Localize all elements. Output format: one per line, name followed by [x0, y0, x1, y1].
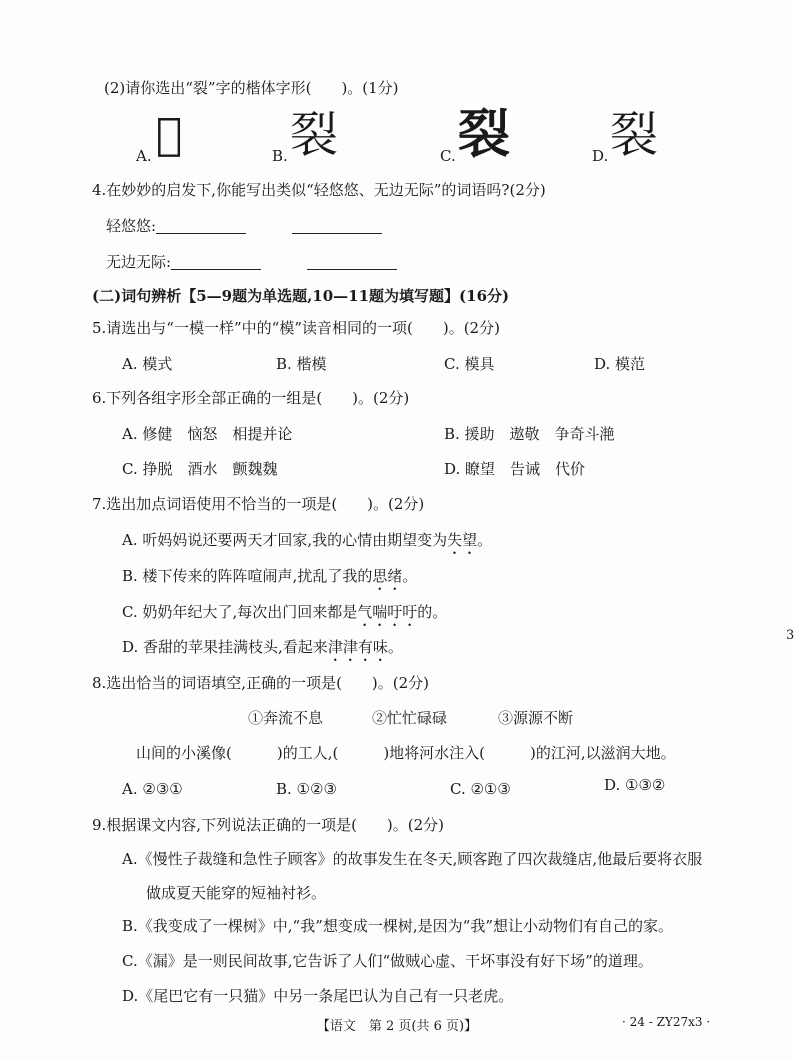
q8-option-c: C. ②①③	[450, 780, 511, 798]
q7-c-dotted: 气喘吁吁	[357, 603, 418, 621]
q3-2-option-a-glyph: 𥝙	[156, 109, 183, 160]
q9-option-a-line2: 做成夏天能穿的短袖衬衫。	[146, 884, 327, 902]
q7-option-b	[122, 566, 417, 594]
q3-2-stem: (2)请你选出“裂”字的楷体字形( )。(1分)	[104, 79, 399, 97]
q3-2-option-b-label: B.	[272, 147, 288, 165]
q9-option-b: B.《我变成了一棵树》中,“我”想变成一棵树,是因为“我”想让小动物们有自己的家。	[122, 917, 674, 935]
paper-code: · 24 - ZY27x3 ·	[622, 1015, 711, 1029]
q3-2-option-c-glyph: 裂	[458, 105, 511, 165]
q6-option-d: D. 瞭望 告诫 代价	[444, 460, 586, 478]
q9-option-c: C.《漏》是一则民间故事,它告诉了人们“做贼心虚、干坏事没有好下场”的道理。	[122, 952, 653, 970]
q7-a-dotted: 失望	[447, 531, 478, 549]
q6-stem: 6.下列各组字形全部正确的一组是( )。(2分)	[92, 389, 410, 407]
q7-a-text: A. 听妈妈说还要两天才回家,我的心情由期望变为	[122, 531, 448, 549]
q8-option-a: A. ②③①	[122, 780, 183, 798]
section-2-title: (二)词句辨析【5—9题为单选题,10—11题为填写题】(16分)	[92, 287, 510, 305]
q4-blank-2[interactable]	[292, 217, 382, 234]
q4-blank-3[interactable]	[171, 253, 261, 270]
q7-b-end: 。	[402, 567, 418, 585]
q3-2-option-b-glyph: 裂	[290, 107, 339, 163]
q8-option-d: D. ①③②	[604, 776, 666, 794]
q4-row1-label: 轻悠悠:	[106, 217, 157, 235]
q8-sentence: 山间的小溪像( )的工人,( )地将河水注入( )的江河,以滋润大地。	[136, 744, 676, 762]
q7-b-text: B. 楼下传来的阵阵喧闹声,扰乱了我的	[122, 567, 373, 585]
edge-page-mark: 3	[786, 628, 794, 643]
q4-blank-1[interactable]	[156, 217, 246, 234]
q7-option-d	[122, 637, 403, 665]
q7-c-end: 的。	[417, 603, 448, 621]
q5-option-d: D. 模范	[594, 355, 646, 373]
q8-word-2: ②忙忙碌碌	[372, 709, 448, 727]
q7-a-end: 。	[477, 531, 493, 549]
q5-stem: 5.请选出与“一模一样”中的“模”读音相同的一项( )。(2分)	[92, 319, 500, 337]
q4-row2-label: 无边无际:	[106, 253, 172, 271]
q4-blank-4[interactable]	[307, 253, 397, 270]
q6-option-b: B. 援助 遨敬 争奇斗滟	[444, 425, 615, 443]
q9-option-a-line1: A.《慢性子裁缝和急性子顾客》的故事发生在冬天,顾客跑了四次裁缝店,他最后要将衣服	[122, 850, 703, 868]
q7-d-dotted: 津津有味	[327, 638, 388, 656]
q5-option-a: A. 模式	[122, 355, 173, 373]
q8-word-1: ①奔流不息	[248, 709, 324, 727]
q9-stem: 9.根据课文内容,下列说法正确的一项是( )。(2分)	[92, 816, 445, 834]
q8-stem: 8.选出恰当的词语填空,正确的一项是( )。(2分)	[92, 674, 430, 692]
q7-option-c	[122, 602, 447, 630]
page-footer: 【语文 第 2 页(共 6 页)】	[316, 1019, 478, 1034]
q3-2-option-c-label: C.	[440, 147, 456, 165]
q3-2-option-a-label: A.	[136, 147, 152, 165]
q4-stem: 4.在妙妙的启发下,你能写出类似“轻悠悠、无边无际”的词语吗?(2分)	[92, 181, 546, 199]
q6-option-c: C. 挣脱 酒水 颤魏魏	[122, 460, 278, 478]
q8-option-b: B. ①②③	[276, 780, 337, 798]
q8-word-3: ③源源不断	[498, 709, 574, 727]
q7-d-text: D. 香甜的苹果挂满枝头,看起来	[122, 638, 328, 656]
q3-2-option-d-label: D.	[592, 147, 609, 165]
q6-option-a: A. 修健 恼怒 相提并论	[122, 425, 293, 443]
q4-row1	[106, 216, 382, 236]
q7-stem: 7.选出加点词语使用不恰当的一项是( )。(2分)	[92, 495, 425, 513]
q7-option-a	[122, 530, 492, 558]
q5-option-b: B. 楷模	[276, 355, 327, 373]
q7-c-text: C. 奶奶年纪大了,每次出门回来都是	[122, 603, 358, 621]
q7-d-end: 。	[387, 638, 403, 656]
q7-b-dotted: 思绪	[372, 567, 403, 585]
q4-row2	[106, 252, 397, 272]
q5-option-c: C. 模具	[444, 355, 495, 373]
q9-option-d: D.《尾巴它有一只猫》中另一条尾巴认为自己有一只老虎。	[122, 987, 514, 1005]
q3-2-option-d-glyph: 裂	[610, 107, 659, 163]
